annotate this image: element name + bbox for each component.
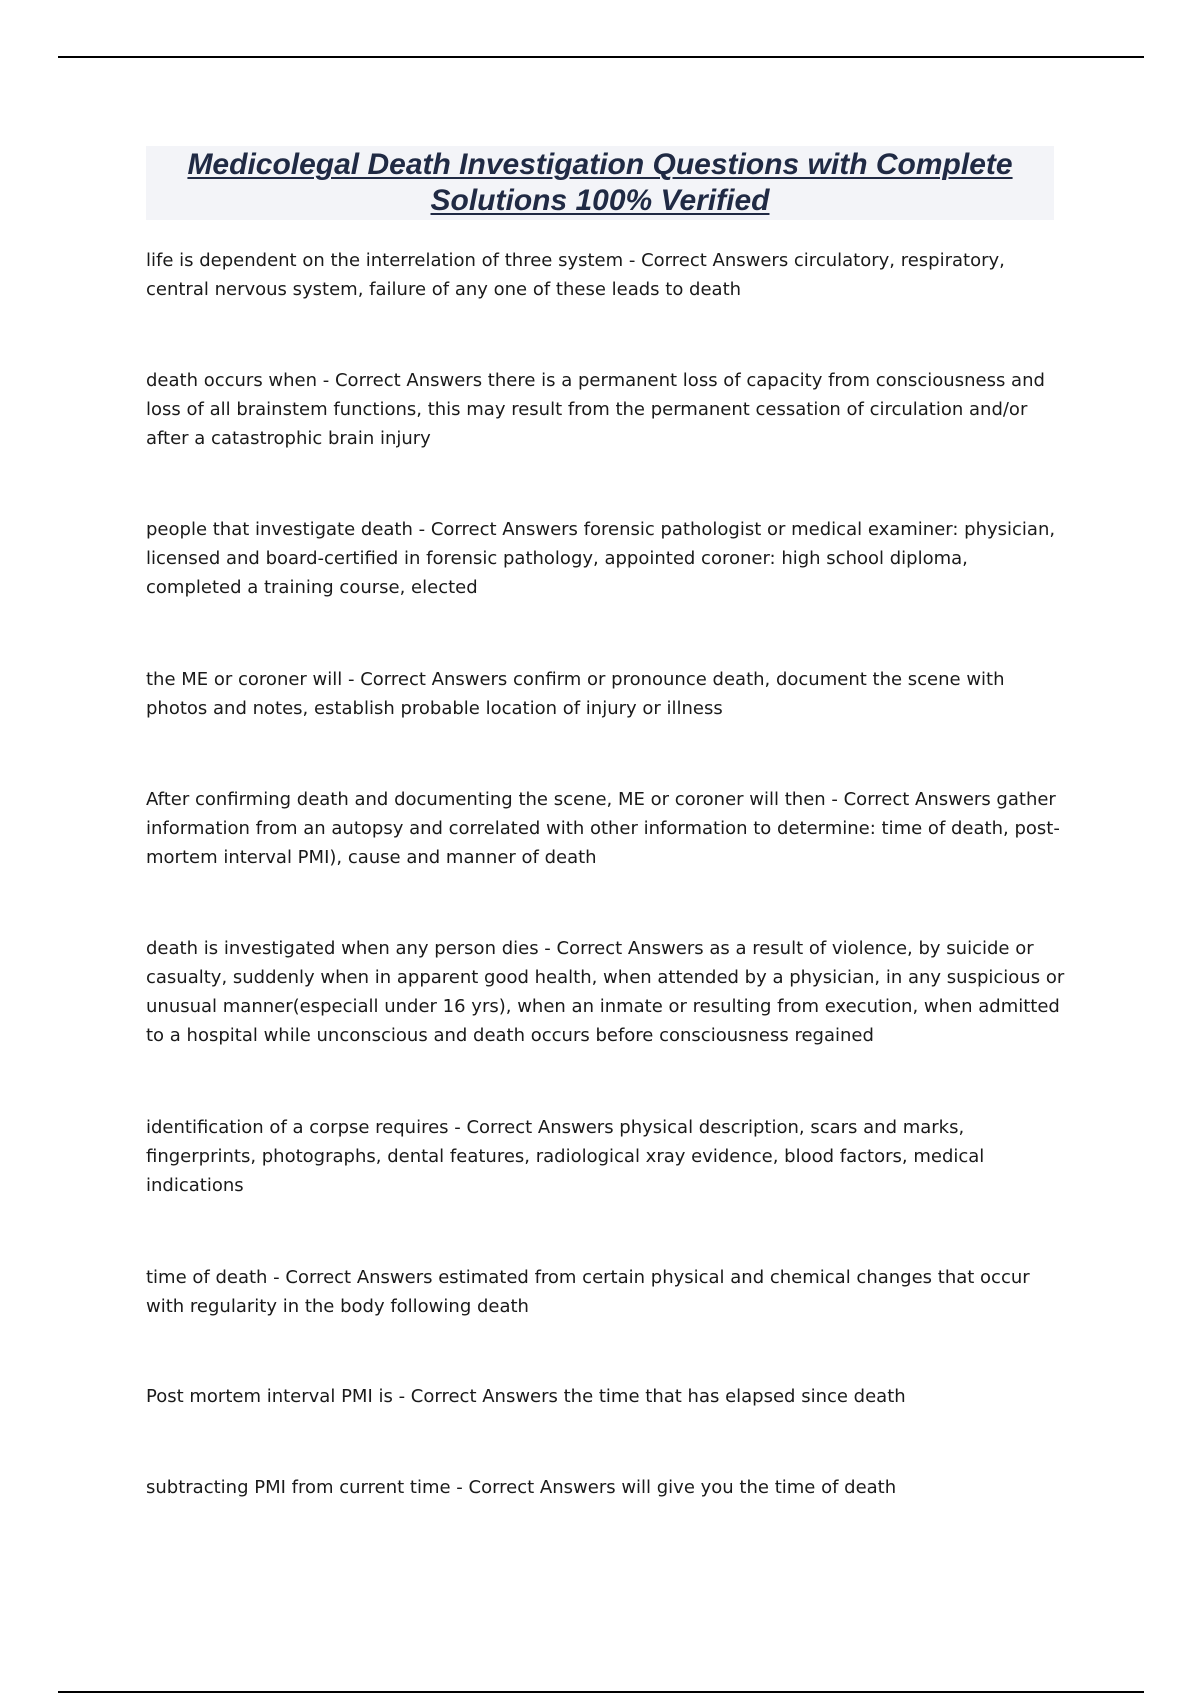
qa-item: the ME or coroner will - Correct Answers confirm or pronounce death, document the scene with photos and notes, establish probable location of injury or illness	[146, 669, 1005, 719]
qa-item: identification of a corpse requires - Correct Answers physical description, scars and marks, fingerprints, photographs, dental features, radiological xray evidence, blood factors, medical indications	[146, 1117, 985, 1196]
qa-item: people that investigate death - Correct Answers forensic pathologist or medical examiner: physician, licensed and board-certified in forensic pathology, appointed coroner: high school diploma, completed a training course, elected	[146, 519, 1056, 598]
header-rule	[58, 56, 1144, 58]
title-line-2: Solutions 100% Verified	[430, 184, 770, 217]
qa-item: death is investigated when any person dies - Correct Answers as a result of violence, by suicide or casualty, suddenly when in apparent good health, when attended by a physician, in any suspicious or unusual manner(especiall under 16 yrs), when an inmate or resulting from execution, when admitted to a hospital while unconscious and death occurs before consciousness regained	[146, 938, 1065, 1046]
qa-item: death occurs when - Correct Answers there is a permanent loss of capacity from consciousness and loss of all brainstem functions, this may result from the permanent cessation of circulation and/or after a catastrophic brain injury	[146, 370, 1045, 449]
qa-item: life is dependent on the interrelation of three system - Correct Answers circulatory, respiratory, central nervous system, failure of any one of these leads to death	[146, 250, 1005, 300]
qa-item: After confirming death and documenting the scene, ME or coroner will then - Correct Answers gather information from an autopsy and correlated with other information to determine: time of death, post-mortem interval PMI), cause and manner of death	[146, 789, 1060, 868]
document-title	[146, 146, 1054, 220]
qa-item: time of death - Correct Answers estimated from certain physical and chemical changes that occur with regularity in the body following death	[146, 1267, 1030, 1317]
footer-rule	[58, 1691, 1144, 1693]
title-line-1: Medicolegal Death Investigation Questions with Complete	[187, 148, 1013, 181]
qa-item: subtracting PMI from current time - Correct Answers will give you the time of death	[146, 1477, 897, 1498]
qa-item: Post mortem interval PMI is - Correct Answers the time that has elapsed since death	[146, 1386, 906, 1407]
